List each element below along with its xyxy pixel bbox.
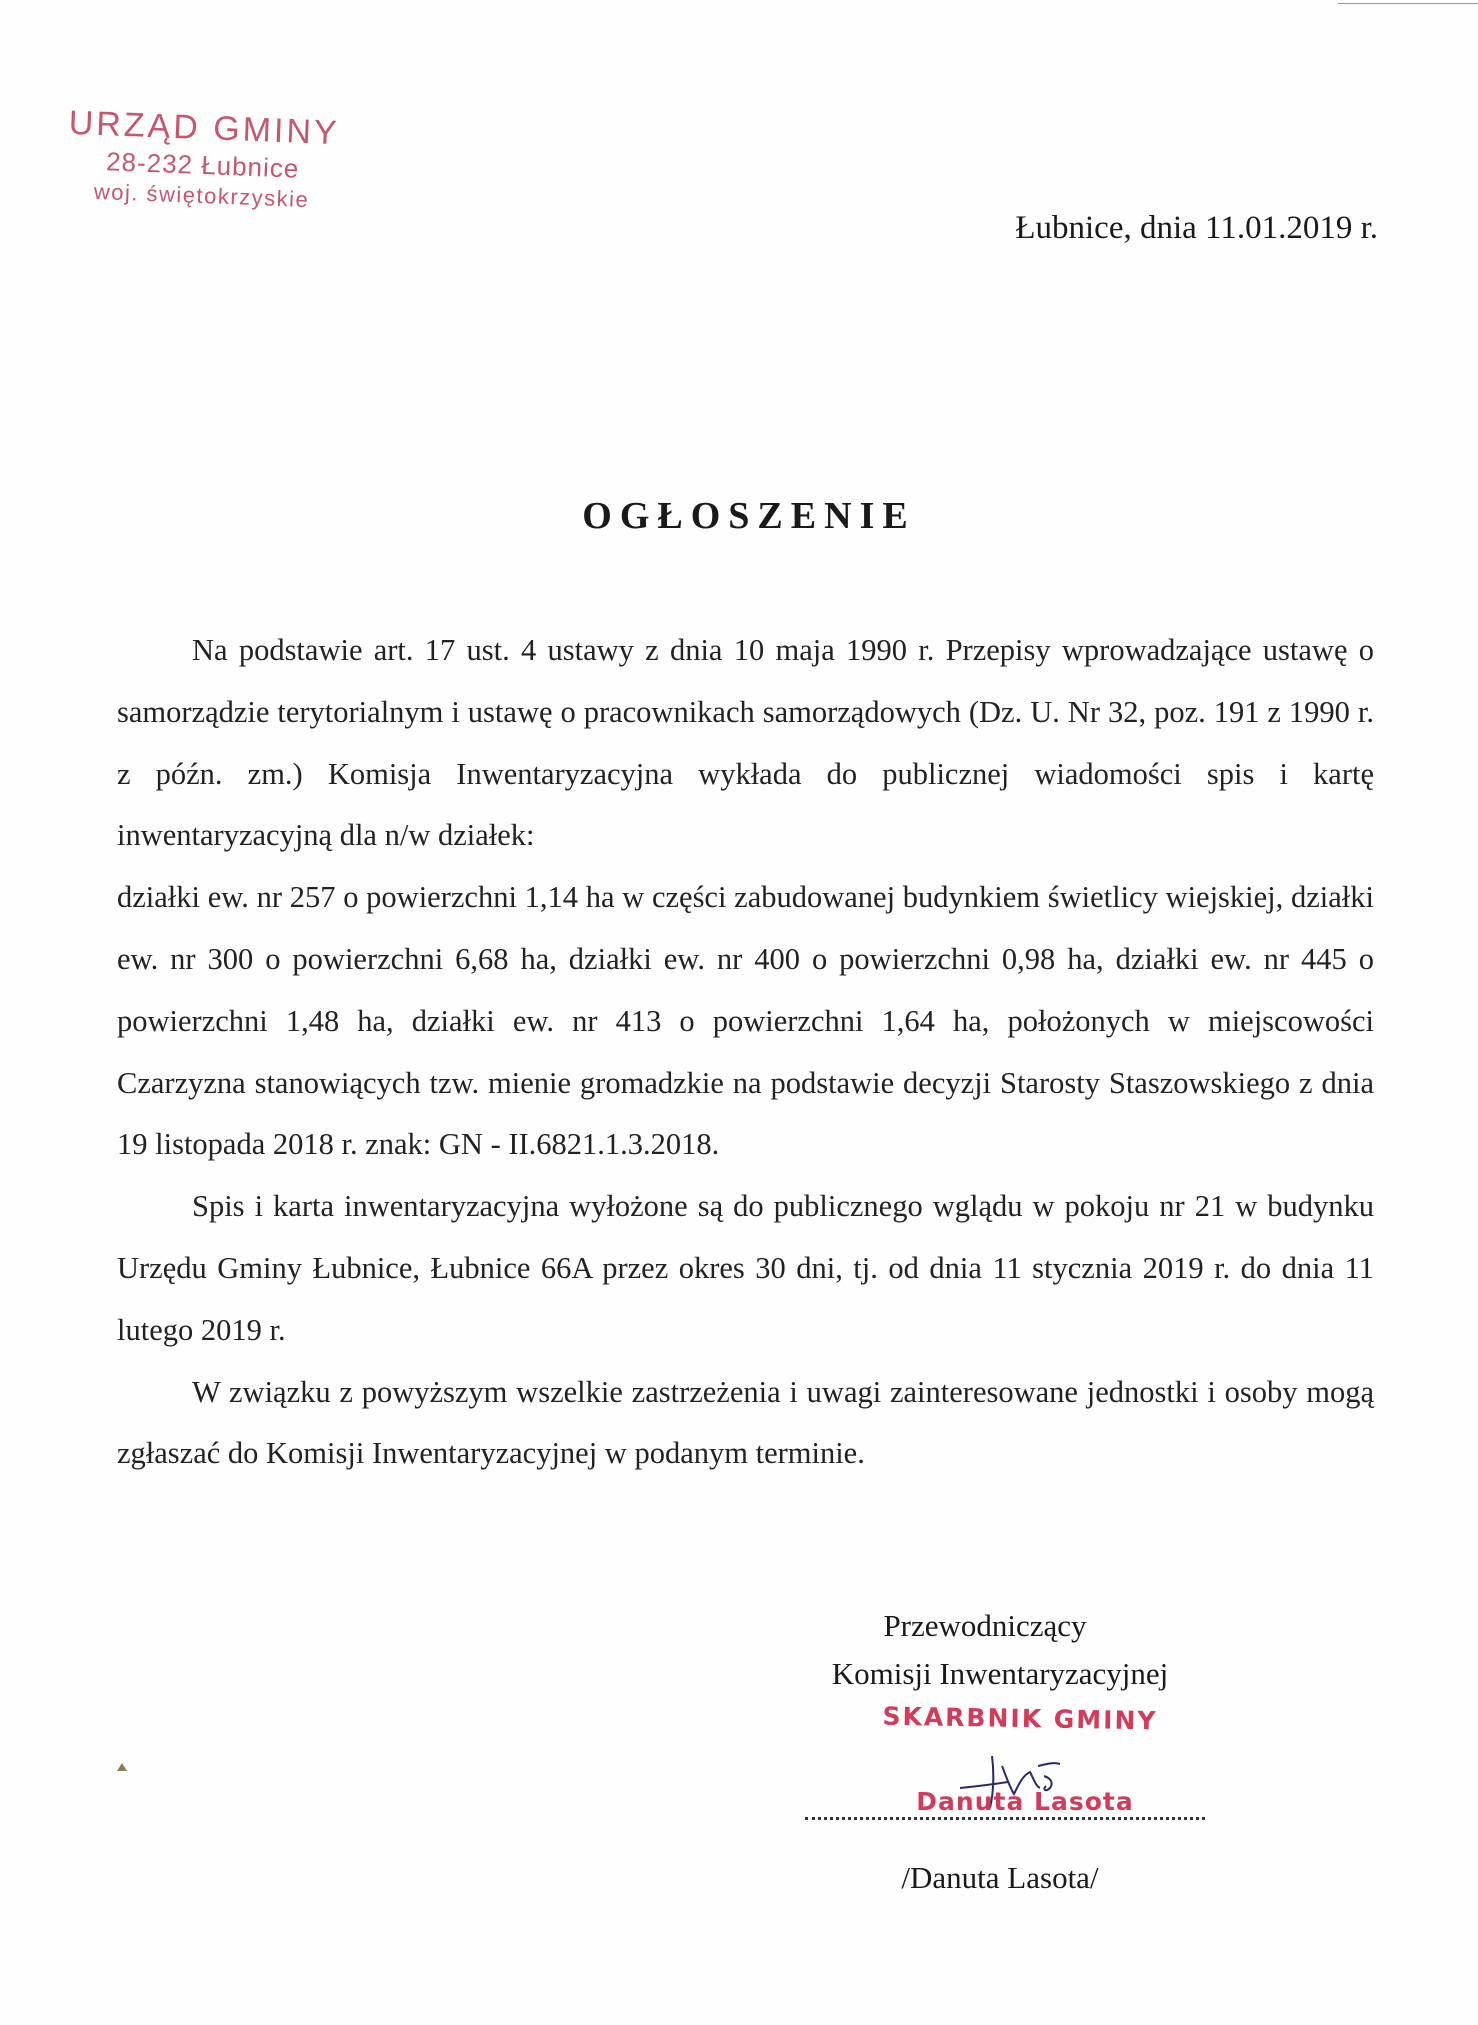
- office-stamp-line2: 28-232 Łubnice: [105, 146, 300, 184]
- scan-speck: [116, 1762, 128, 1772]
- paragraph-inspection: Spis i karta inwentaryzacyjna wyłożone są do publicznego wglądu w pokoju nr 21 w budynku Urzędu Gminy Łubnice, Łubnice 66A przez okres 30 dni, tj. od dnia 11 stycznia 2019 r. do dnia 11 lutego 2019 r.: [117, 1189, 1374, 1347]
- document-date: Łubnice, dnia 11.01.2019 r.: [1015, 210, 1378, 246]
- signature-line: [805, 1817, 1205, 1820]
- document-body: [117, 620, 1374, 1485]
- office-stamp-line1: URZĄD GMINY: [68, 103, 341, 153]
- paragraph-legal-basis: Na podstawie art. 17 ust. 4 ustawy z dnia 10 maja 1990 r. Przepisy wprowadzające ustawę o samorządzie terytorialnym i ustawę o pracownikach samorządowych (Dz. U. Nr 32, poz. 191 z 1990 r. z późn. zm.) Komisja Inwentaryzacyjna wykłada do publicznej wiadomości spis i kartę inwentaryzacyjną dla n/w działek:: [117, 633, 1374, 853]
- document-title: OGŁOSZENIE: [582, 495, 916, 537]
- paragraph-objections: W związku z powyższym wszelkie zastrzeżenia i uwagi zainteresowane jednostki i osoby mogą zgłaszać do Komisji Inwentaryzacyjnej w podanym terminie.: [117, 1374, 1374, 1471]
- office-stamp: [36, 102, 370, 217]
- signatory-title-line2: Komisji Inwentaryzacyjnej: [831, 1656, 1169, 1691]
- paragraph-parcels: działki ew. nr 257 o powierzchni 1,14 ha w części zabudowanej budynkiem świetlicy wiejskiej, działki ew. nr 300 o powierzchni 6,68 ha, działki ew. nr 400 o powierzchni 0,98 ha, działki ew. nr 445 o powierzchni 1,48 ha, działki ew. nr 413 o powierzchni 1,64 ha, położonych w miejscowości Czarzyzna stanowiących tzw. mienie gromadzkie na podstawie decyzji Starosty Staszowskiego z dnia 19 listopada 2018 r. znak: GN - II.6821.1.3.2018.: [117, 880, 1374, 1162]
- scan-edge-line: [1338, 3, 1478, 4]
- treasurer-name-stamp: Danuta Lasota: [916, 1787, 1134, 1816]
- signatory-title-line1: Przewodniczący: [883, 1608, 1087, 1643]
- treasurer-stamp: SKARBNIK GMINY: [882, 1701, 1158, 1736]
- office-stamp-line3: woj. świętokrzyskie: [93, 178, 310, 213]
- signatory-printed-name: /Danuta Lasota/: [901, 1860, 1099, 1895]
